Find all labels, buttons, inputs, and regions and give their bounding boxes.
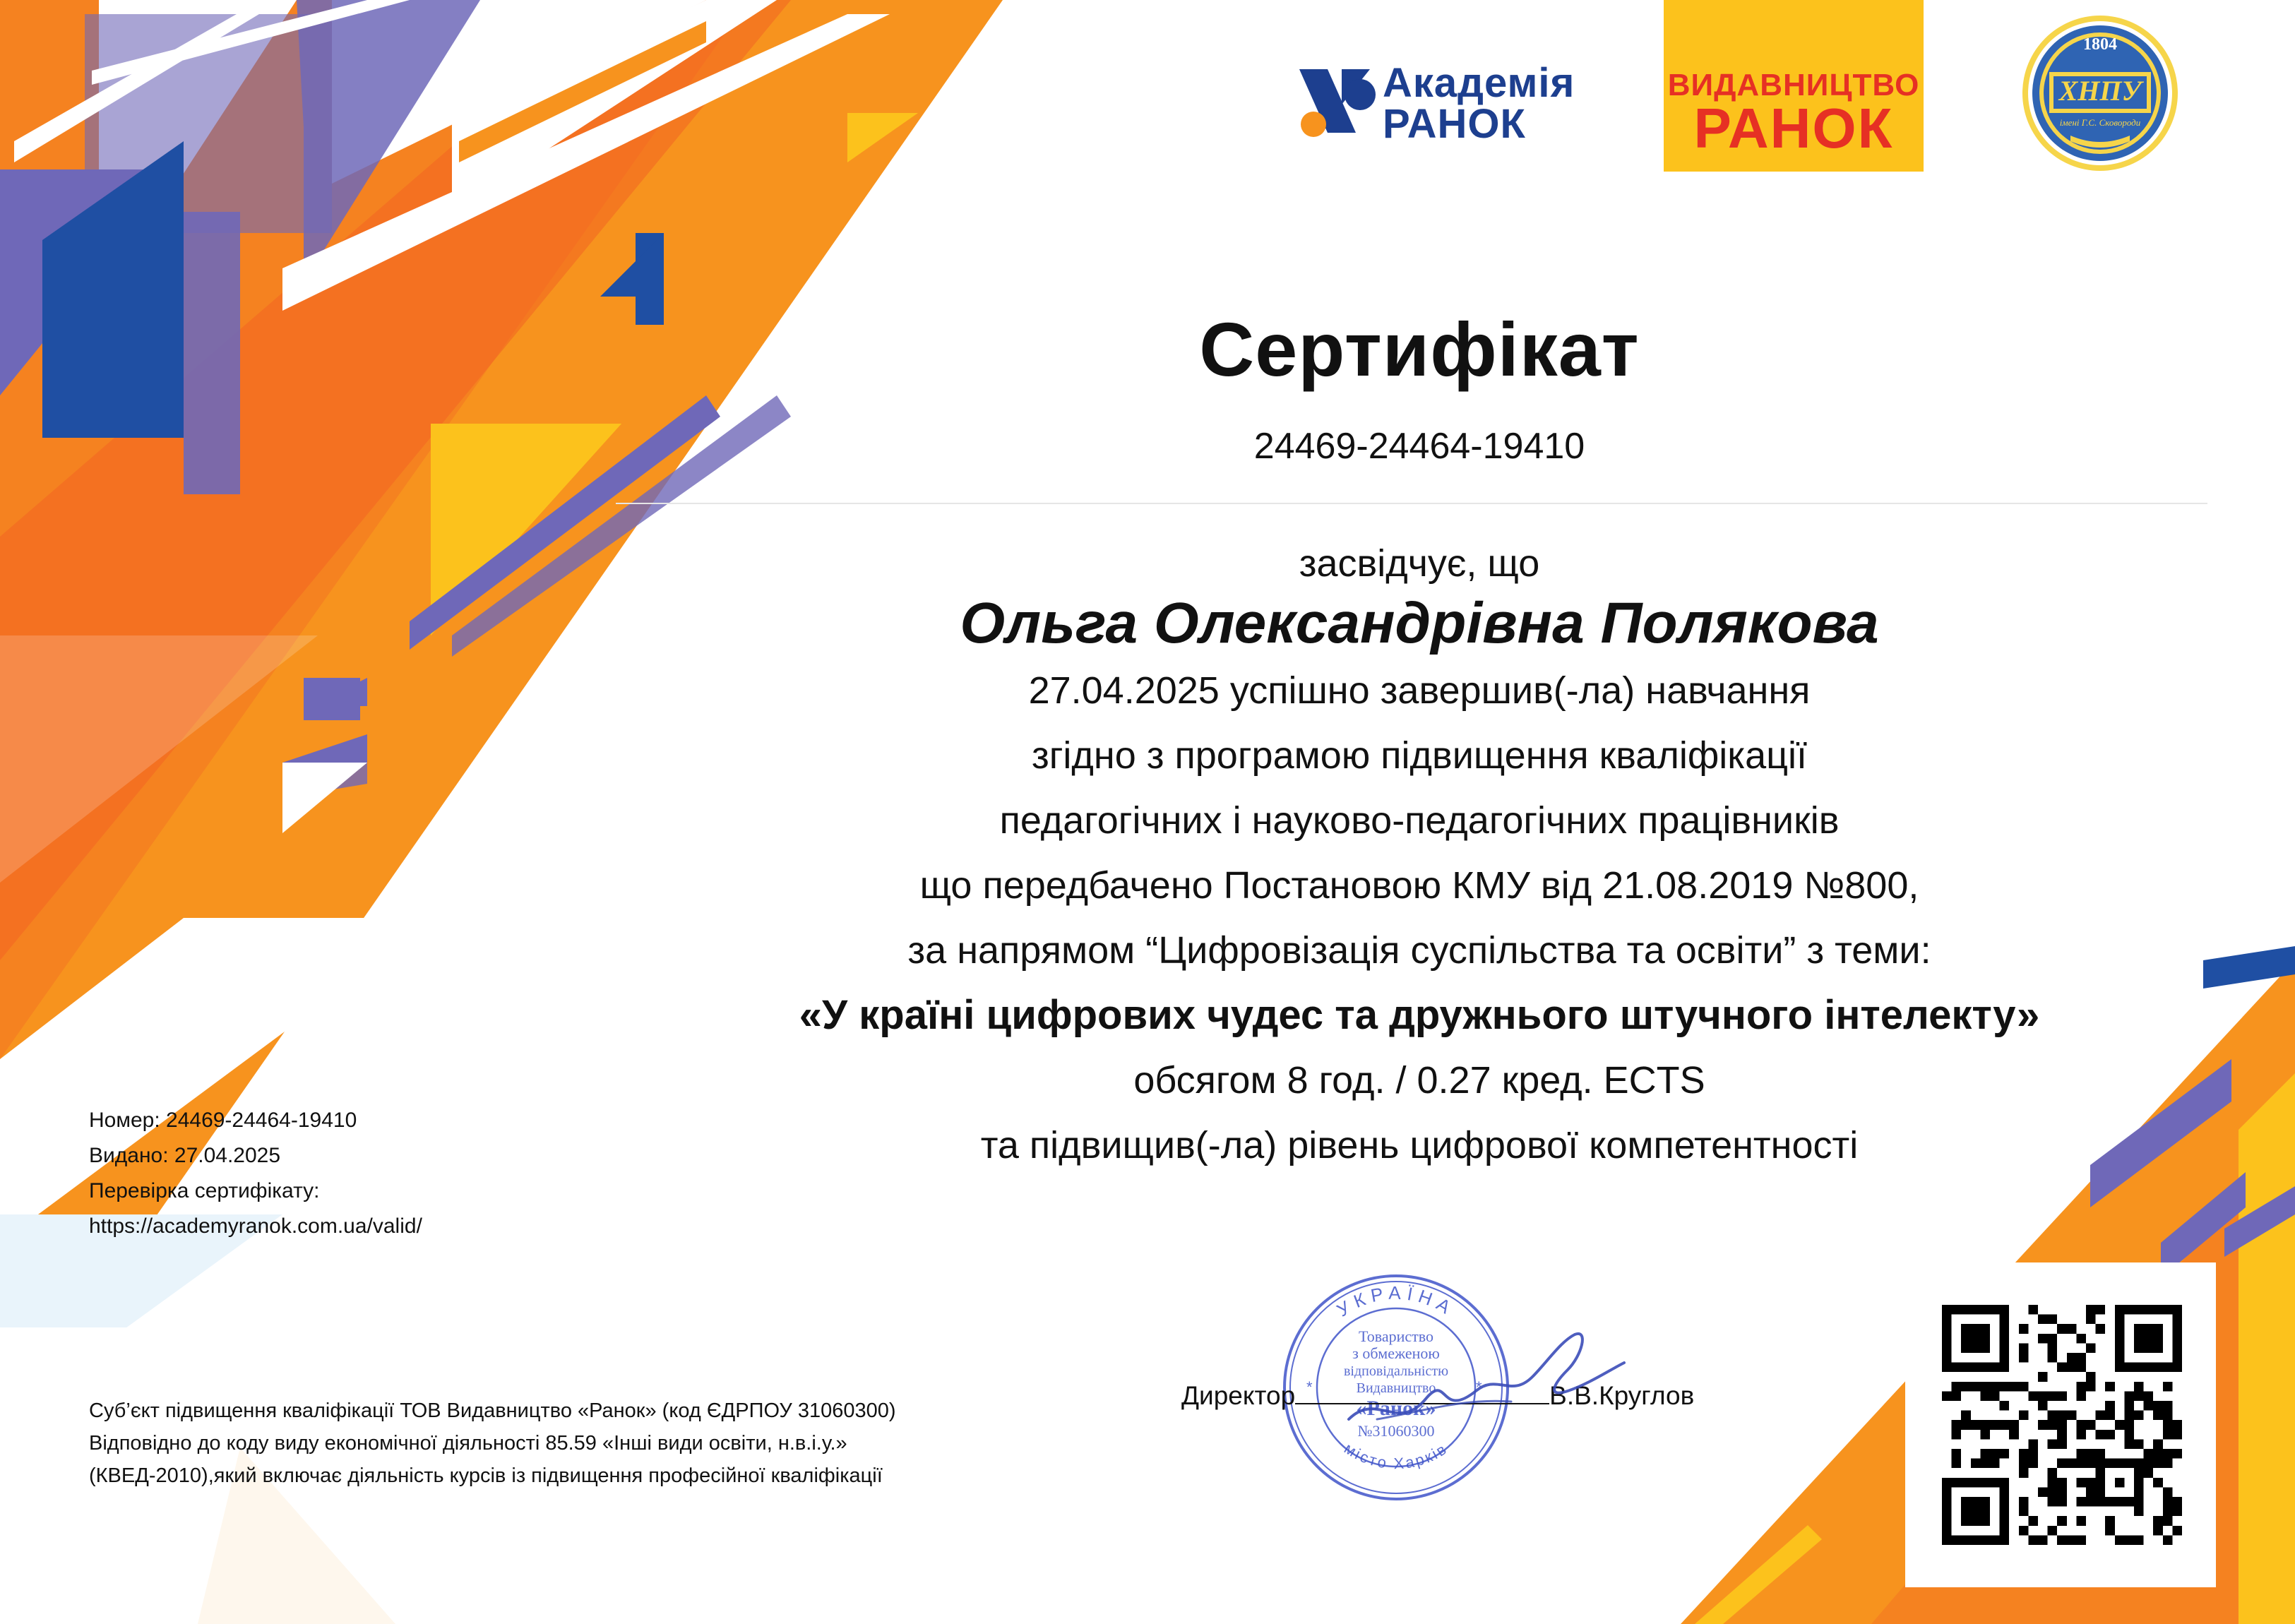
publisher-ranok-logo [1664,0,1924,172]
stamp-line: Видавництво [1356,1380,1436,1396]
certificate-number: 24469-24464-19410 [1253,426,1585,467]
svg-text:ХНПУ: ХНПУ [2058,75,2142,107]
course-topic: «У країні цифрових чудес та дружнього штучного інтелекту» [799,992,2040,1038]
handwritten-signature [1335,1313,1631,1440]
body-line: згідно з програмою підвищення кваліфікації [1031,734,1808,777]
legal-line: Суб’єкт підвищення кваліфікації ТОВ Видавництво «Ранок» (код ЄДРПОУ 31060300) [89,1399,896,1422]
stamp-top-arc: УКРАЇНА [1333,1282,1460,1321]
legal-line: (КВЕД-2010),який включає діяльність курсів із підвищення професійної кваліфікації [89,1464,883,1487]
meta-verify-label: Перевірка сертифікату: [89,1179,320,1202]
recipient-name: Ольга Олександрівна Полякова [960,591,1879,655]
svg-text:*: * [1306,1378,1313,1396]
body-line: за напрямом “Цифровізація суспільства та освіти” з теми: [907,929,1931,972]
certifies-text: засвідчує, що [1299,542,1540,585]
svg-text:імені Г.С. Сковороди: імені Г.С. Сковороди [2059,117,2141,128]
stamp-line: «Ранок» [1356,1397,1436,1420]
closing-line: та підвищив(-ла) рівень цифрової компетентності [980,1124,1859,1166]
academy-ranok-logo [1299,56,1603,148]
course-volume: обсягом 8 год. / 0.27 кред. ECTS [1133,1059,1705,1101]
certificate-title: Сертифікат [1199,306,1640,392]
academy-logo-line1: Академія [1383,60,1575,106]
legal-notice [89,1395,896,1492]
svg-text:1804: 1804 [2083,35,2117,54]
svg-text:місто Харків [1341,1439,1451,1472]
meta-verify-url[interactable]: https://academyranok.com.ua/valid/ [89,1214,422,1238]
khnpu-seal-logo [2021,14,2179,172]
director-role: Директор [1181,1381,1296,1410]
publisher-logo-line1: ВИДАВНИЦТВО [1667,68,1920,102]
meta-number: Номер: 24469-24464-19410 [89,1109,357,1132]
body-line: 27.04.2025 успішно завершив(-ла) навчання [1028,669,1811,712]
stamp-line: відповідальністю [1343,1363,1449,1379]
certificate-meta [89,1103,422,1244]
academy-ranok-mark-icon [1299,62,1377,140]
academy-logo-line2: РАНОК [1383,101,1526,147]
publisher-logo-line2: РАНОК [1693,97,1894,160]
qr-code-icon[interactable] [1942,1305,2182,1545]
stamp-line: №31060300 [1357,1422,1435,1440]
stamp-line: з обмеженою [1352,1344,1440,1362]
qr-code-panel [1905,1262,2216,1587]
svg-text:*: * [1476,1378,1482,1396]
title-divider [616,503,2207,504]
stamp-bottom-arc: місто Харків [1341,1439,1451,1473]
meta-issued: Видано: 27.04.2025 [89,1144,281,1167]
body-line: що передбачено Постановою КМУ від 21.08.2019 №800, [919,864,1919,907]
legal-line: Відповідно до коду виду економічної діяльності 85.59 «Інші види освіти, н.в.і.у.» [89,1432,847,1455]
director-name: В.В.Круглов [1549,1381,1695,1410]
stamp-line: Товариство [1358,1327,1434,1345]
body-line: педагогічних і науково-педагогічних працівників [999,799,1840,842]
